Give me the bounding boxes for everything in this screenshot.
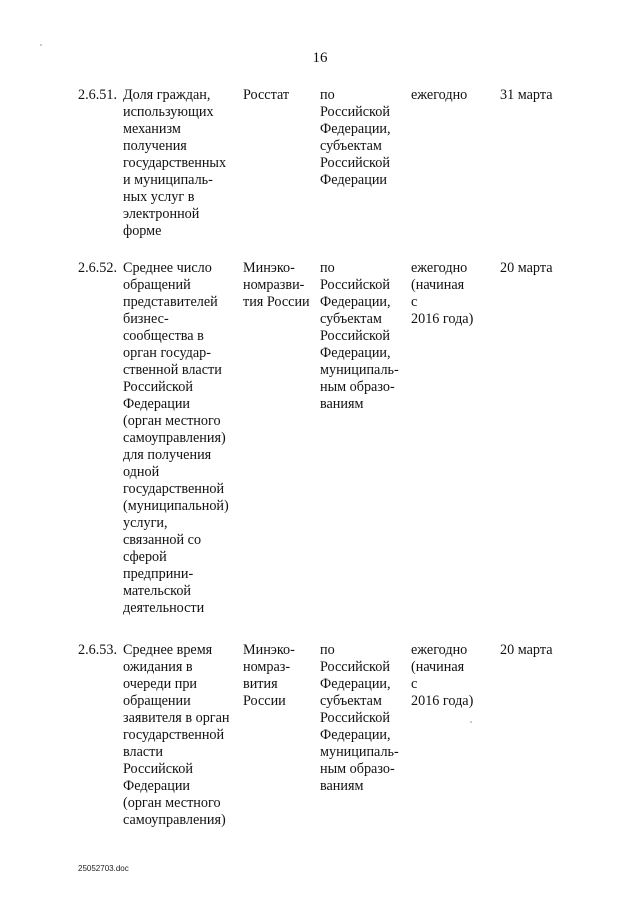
periodicity: ежегодно (начиная с 2016 года) (411, 642, 474, 709)
indicator-name: Доля граждан, использующих механизм получения государственных и муниципаль- ных услуг в электронной форме (123, 87, 227, 239)
row-number: 2.6.53. (78, 642, 118, 658)
data-level: по Российской Федерации, субъектам Российской Федерации (320, 87, 391, 188)
responsible-agency: Росстат (243, 87, 290, 103)
row-number: 2.6.52. (78, 260, 118, 276)
indicator-table (0, 87, 640, 837)
responsible-agency: Минэко- номраз- вития России (243, 642, 295, 709)
indicator-name: Среднее время ожидания в очереди при обращении заявителя в орган государственной власти Российской Федерации (орган местного самоуправления) (123, 642, 230, 828)
scan-speck (40, 44, 42, 46)
data-level: по Российской Федерации, субъектам Российской Федерации, муниципаль- ным образо- ваниям (320, 642, 399, 794)
deadline: 20 марта (500, 642, 553, 658)
table-row (0, 87, 640, 257)
page-number: 16 (312, 50, 328, 66)
row-number: 2.6.51. (78, 87, 118, 103)
periodicity: ежегодно (411, 87, 468, 103)
deadline: 31 марта (500, 87, 553, 103)
scan-speck (470, 721, 472, 723)
data-level: по Российской Федерации, субъектам Российской Федерации, муниципаль- ным образо- ваниям (320, 260, 399, 412)
footer-filename: 25052703.doc (78, 864, 129, 873)
table-row (0, 260, 640, 640)
periodicity: ежегодно (начиная с 2016 года) (411, 260, 474, 327)
responsible-agency: Минэко- номразви- тия России (243, 260, 310, 310)
indicator-name: Среднее число обращений представителей бизнес- сообщества в орган государ- ственной власти Российской Федерации (орган местного самоуправления) для получения одной государственной (муниципальной) услуги, связанной со сферой предприни- мательской деятельности (123, 260, 229, 616)
table-row (0, 642, 640, 842)
deadline: 20 марта (500, 260, 553, 276)
